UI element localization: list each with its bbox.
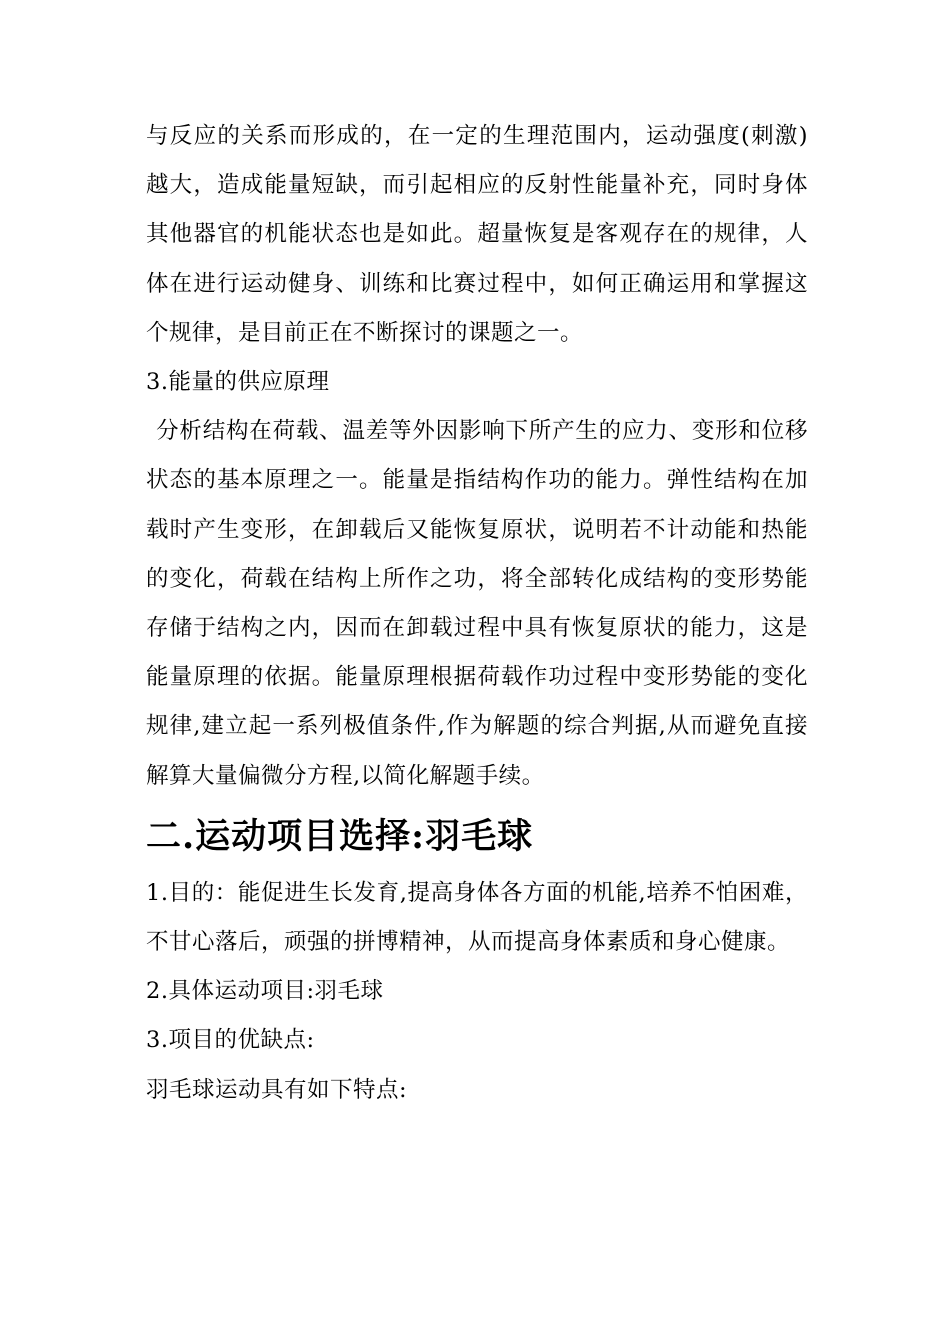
- energy-principle-paragraph: 分析结构在荷载、温差等外因影响下所产生的应力、变形和位移状态的基本原理之一。能量是指结构作功的能力。弹性结构在加载时产生变形，在卸载后又能恢复原状，说明若不计动能和热能的变化，荷载在结构上所作之功，将全部转化成结构的变形势能存储于结构之内，因而在卸载过程中具有恢复原状的能力，这是能量原理的依据。能量原理根据荷载作功过程中变形势能的变化规律,建立起一系列极值条件,作为解题的综合判据,从而避免直接解算大量偏微分方程,以简化解题手续。: [146, 418, 808, 789]
- pros-cons-item: 3.项目的优缺点:: [146, 1027, 315, 1054]
- energy-supply-heading: 3.能量的供应原理: [146, 369, 330, 396]
- features-paragraph: 羽毛球运动具有如下特点:: [146, 1076, 408, 1103]
- document-body: [146, 112, 808, 1115]
- intro-paragraph: 与反应的关系而形成的，在一定的生理范围内，运动强度(刺激)越大，造成能量短缺，而引起相应的反射性能量补充，同时身体其他器官的机能状态也是如此。超量恢复是客观存在的规律，人体在进行运动健身、训练和比赛过程中，如何正确运用和掌握这个规律，是目前正在不断探讨的课题之一。: [146, 123, 808, 346]
- sport-item: 2.具体运动项目:羽毛球: [146, 978, 384, 1005]
- section-title: 二.运动项目选择:羽毛球: [146, 815, 534, 857]
- purpose-item: 1.目的：能促进生长发育,提高身体各方面的机能,培养不怕困难，不甘心落后，顽强的拼博精神，从而提高身体素质和身心健康。: [146, 879, 808, 956]
